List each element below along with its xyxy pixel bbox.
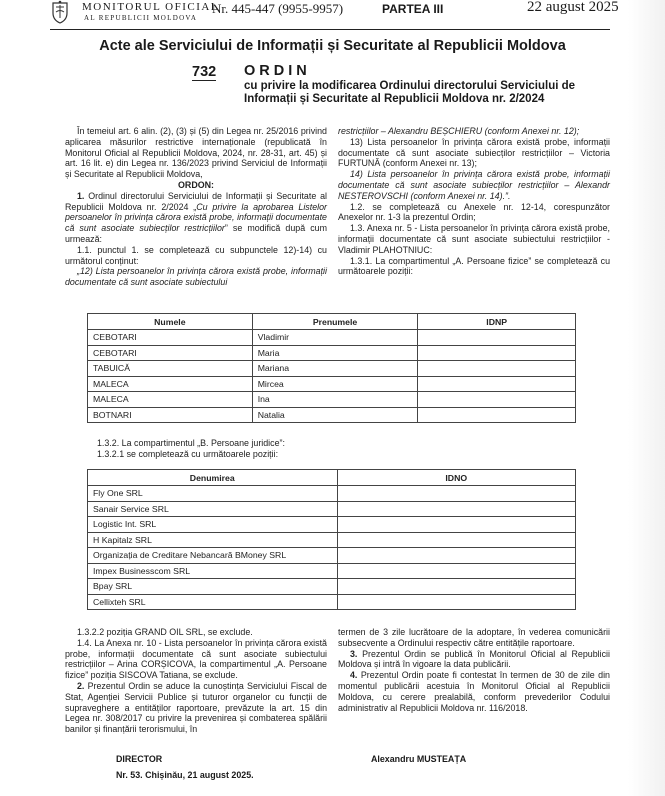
table-cell: [337, 517, 575, 533]
paragraph-2-continued: termen de 3 zile lucrătoare de la adoptare, în vederea comunicării subsecvente a Ordinului respectiv către entitățile raportoare.: [338, 627, 610, 648]
paragraph-4: [338, 670, 610, 713]
paragraph-1-3-1: 1.3.1. La compartimentul „A. Persoane fizice” se completează cu următoarele poziții:: [338, 255, 610, 277]
table-cell: [337, 563, 575, 579]
paragraph-1: [65, 191, 327, 245]
paragraph-2: [65, 681, 327, 735]
paragraph-number: 1.: [77, 190, 85, 201]
table-cell: [337, 486, 575, 502]
table-cell: [418, 361, 576, 377]
table-cell: CEBOTARI: [88, 330, 253, 346]
order-title-quote: Cu privire la aprobarea Listelor persoanelor în privința cărora există probe, informații documentate că sunt asociate subiecților restricțiilor: [65, 201, 327, 234]
table-row: [88, 548, 576, 564]
table-cell: H Kapitalz SRL: [88, 532, 338, 548]
table-row: [88, 501, 576, 517]
section-title: Acte ale Serviciului de Informații și Securitate al Republicii Moldova: [99, 38, 566, 54]
subpoint-13: 13) Lista persoanelor în privința cărora există probe, informații documentate că sunt asociate subiecților restricțiilor – Victoria FURTUNĂ (conform Anexei nr. 13);: [338, 136, 610, 169]
table-cell: Fly One SRL: [88, 486, 338, 502]
table-cell: [337, 548, 575, 564]
column-header: Denumirea: [88, 470, 338, 486]
table-cell: Sanair Service SRL: [88, 501, 338, 517]
paragraph-3: [338, 649, 610, 671]
table-row: [88, 330, 576, 346]
document-title: ORDIN: [244, 63, 311, 79]
table-cell: TABUICĂ: [88, 361, 253, 377]
part-label: PARTEA III: [382, 2, 444, 16]
table-cell: MALECA: [88, 376, 253, 392]
subpoint-14: 14) Lista persoanelor în privința cărora există probe, informații documentate că sunt asociate subiecților restricțiilor – Alexandr NESTEROVSCHI (conform Anexei nr. 14).”.: [338, 169, 610, 201]
table-cell: [337, 594, 575, 610]
column-header: IDNO: [337, 470, 575, 486]
paragraph-1-3: 1.3. Anexa nr. 5 - Lista persoanelor în privința cărora există probe, informații documentate că sunt asociate subiectului restricțiilor - Vladimir PLAHOTNIUC:: [338, 223, 610, 255]
masthead-title: MONITORUL OFICIAL: [82, 1, 220, 13]
page-edge-shadow: [628, 0, 665, 796]
masthead-subtitle: AL REPUBLICII MOLDOVA: [84, 14, 198, 22]
table-cell: [337, 579, 575, 595]
preamble: În temeiul art. 6 alin. (2), (3) și (5) din Legea nr. 25/2016 privind aplicarea măsurilor restrictive internaționale (republicată în Monitorul Oficial al Republicii Moldova, 2024, nr. 28-31, art. 45) și art. 16 lit. e) din Legea nr. 136/2023 privind Serviciul de Informații și Securitate al Republicii Moldova,: [65, 126, 327, 180]
table-cell: Impex Businesscom SRL: [88, 563, 338, 579]
table-cell: [418, 407, 576, 423]
paragraph-number: 4.: [350, 670, 358, 681]
subpoint-12-continued: restricțiilor – Alexandru BEȘCHIERU (conform Anexei nr. 12);: [338, 126, 580, 136]
ordon-heading: ORDON:: [178, 179, 214, 190]
table-cell: [418, 392, 576, 408]
right-column-top: [338, 126, 610, 277]
table-header-row: [88, 470, 576, 486]
table-cell: Mircea: [252, 376, 418, 392]
paragraph-1-2: 1.2. se completează cu Anexele nr. 12-14, corespunzător Anexelor nr. 1-3 la prezentul Ordin;: [338, 201, 610, 223]
paragraph-text: Prezentul Ordin se aduce la cunoștința Serviciului Fiscal de Stat, Agenției Servicii Publice și tuturor organelor cu funcții de supraveghere a entităților raportoare, prevăzute la art. 15 din Legea nr. 308/2017 cu privire la prevenirea și combaterea spălării banilor și finanțării terorismului, în: [65, 680, 327, 735]
legal-section-intro: [97, 438, 497, 460]
table-cell: CEBOTARI: [88, 345, 253, 361]
persons-table: [87, 313, 576, 423]
legal-entities-table: [87, 469, 576, 610]
table-cell: [418, 330, 576, 346]
table-cell: Maria: [252, 345, 418, 361]
document-number: 732: [192, 64, 217, 80]
table-cell: [337, 532, 575, 548]
table-row: [88, 345, 576, 361]
table-row: [88, 486, 576, 502]
document-subtitle: cu privire la modificarea Ordinului directorului Serviciului de Informații și Securitate al Republicii Moldova nr. 2/2024: [244, 80, 576, 105]
issue-number: Nr. 445-447 (9955-9957): [212, 1, 344, 16]
table-row: [88, 361, 576, 377]
table-header-row: [88, 314, 576, 330]
paragraph-1-3-2-1: 1.3.2.1 se completează cu următoarele poziții:: [97, 448, 279, 459]
table-cell: Mariana: [252, 361, 418, 377]
issue-date: 22 august 2025: [527, 0, 619, 15]
paragraph-text: Prezentul Ordin poate fi contestat în termen de 30 de zile din momentul publicării acestuia în Monitorul Oficial al Republicii Moldova, cu cerere prealabilă, conform prevederilor Codului administrativ al Republicii Moldova nr. 116/2018.: [338, 670, 610, 713]
paragraph-number: 2.: [77, 680, 85, 691]
paragraph-text: Prezentul Ordin se publică în Monitorul Oficial al Republicii Moldova și intră în vigoare la data publicării.: [338, 648, 610, 670]
paragraph-number: 3.: [350, 648, 358, 659]
column-header: Numele: [88, 314, 253, 330]
table-row: [88, 407, 576, 423]
paragraph-1-3-2: 1.3.2. La compartimentul „B. Persoane juridice”:: [97, 438, 285, 448]
right-column-bottom: [338, 627, 610, 713]
table-row: [88, 517, 576, 533]
left-column-top: [65, 126, 327, 288]
table-cell: Natalia: [252, 407, 418, 423]
coat-of-arms-icon: [50, 0, 70, 24]
page-header: [0, 0, 665, 30]
table-cell: [418, 376, 576, 392]
signer-role: DIRECTOR: [116, 754, 163, 764]
left-column-bottom: [65, 627, 327, 735]
table-cell: Vladimir: [252, 330, 418, 346]
table-cell: Ina: [252, 392, 418, 408]
table-row: [88, 376, 576, 392]
table-cell: Logistic Int. SRL: [88, 517, 338, 533]
table-cell: [418, 345, 576, 361]
table-row: [88, 392, 576, 408]
table-cell: Cellixteh SRL: [88, 594, 338, 610]
table-cell: Organizația de Creditare Nebancară BMoney SRL: [88, 548, 338, 564]
table-row: [88, 579, 576, 595]
paragraph-1-3-2-2: 1.3.2.2 poziția GRAND OIL SRL, se exclude.: [77, 627, 253, 637]
column-header: IDNP: [418, 314, 576, 330]
column-header: Prenumele: [252, 314, 418, 330]
table-cell: MALECA: [88, 392, 253, 408]
table-row: [88, 594, 576, 610]
place-and-date: Nr. 53. Chișinău, 21 august 2025.: [116, 770, 254, 780]
subpoint-12: „12) Lista persoanelor în privința cărora există probe, informații documentate că sunt asociate subiectului: [65, 266, 327, 288]
table-cell: [337, 501, 575, 517]
paragraph-1-1: 1.1. punctul 1. se completează cu subpunctele 12)-14) cu următorul conținut:: [65, 244, 327, 266]
paragraph-text: ” se modifică după cum urmează:: [65, 223, 327, 244]
header-rule: [50, 29, 610, 30]
table-row: [88, 563, 576, 579]
table-row: [88, 532, 576, 548]
table-cell: BOTNARI: [88, 407, 253, 423]
signer-name: Alexandru MUSTEAȚA: [371, 754, 467, 764]
paragraph-1-4: 1.4. La Anexa nr. 10 - Lista persoanelor în privința cărora există probe, informații documentate că sunt asociate subiectului restricțiilor – Arina CORȘICOVA, la compartimentul „A. Persoane fizice” poziția SISCOVA Tatiana, se exclude.: [65, 637, 327, 681]
table-cell: Bpay SRL: [88, 579, 338, 595]
paragraph-text: Ordinul directorului Serviciului de Informații și Securitate al Republicii Moldova nr. 2/2024 „: [65, 190, 327, 212]
